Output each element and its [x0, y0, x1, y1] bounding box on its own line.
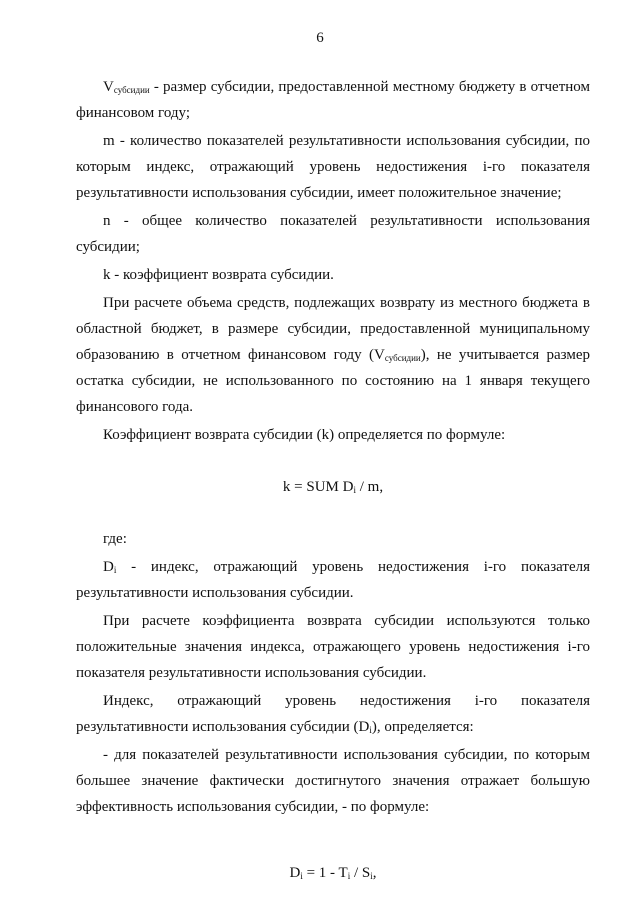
where-label: где: — [103, 531, 127, 547]
formula-part: = 1 - T — [302, 865, 348, 881]
subscript-i: i — [369, 725, 372, 735]
subscript-i: i — [353, 485, 356, 495]
formula-k — [76, 474, 590, 500]
paragraph-text: При расчете объема средств, подлежащих возврату из местного бюджета в областной бюджет, в размере субсидии, предоставленной муниципальному образованию в отчетном финансовом году (V — [76, 295, 590, 363]
formula-part: , — [372, 865, 377, 881]
definition-m: m - количество показателей результативности использования субсидии, по которым индекс, отражающий уровень недостижения i-го показателя результативности использования субсидии, имеет положительное значение; — [76, 133, 590, 201]
subscript-i: i — [370, 871, 373, 881]
formula-part: D — [289, 865, 301, 881]
variable-v: V — [103, 79, 114, 95]
paragraph-indicators-rule: - для показателей результативности использования субсидии, по которым большее значение фактически достигнутого значения отражает большую эффективность использования субсидии, - по формуле: — [76, 747, 590, 815]
document-body — [76, 74, 590, 886]
paragraph-positive-values: При расчете коэффициента возврата субсидии используются только положительные значения индекса, отражающего уровень недостижения i-го показателя результативности использования субсидии. — [76, 613, 590, 681]
paragraph-refund-calculation — [76, 290, 590, 420]
definition-text: - индекс, отражающий уровень недостижения i-го показателя результативности использования субсидии. — [76, 559, 590, 601]
page-number: 6 — [316, 30, 324, 46]
paragraph-coefficient-intro: Коэффициент возврата субсидии (k) определяется по формуле: — [103, 427, 506, 443]
variable-d: D — [103, 559, 114, 575]
definition-k: k - коэффициент возврата субсидии. — [103, 267, 334, 283]
definition-n: n - общее количество показателей результативности использования субсидии; — [76, 213, 590, 255]
paragraph-index-determined — [76, 688, 590, 740]
formula-part: / m, — [355, 479, 384, 495]
formula-part: k = SUM D — [282, 479, 354, 495]
subscript-subsidy: субсидии — [384, 353, 421, 363]
definition-text: - размер субсидии, предоставленной местному бюджету в отчетном финансовом году; — [76, 79, 590, 121]
definition-v-subsidy — [76, 74, 590, 126]
formula-part: / S — [350, 865, 371, 881]
definition-di — [76, 554, 590, 606]
subscript-i: i — [300, 871, 303, 881]
subscript-i: i — [347, 871, 351, 881]
formula-di — [76, 860, 590, 886]
subscript-subsidy: субсидии — [113, 85, 150, 95]
subscript-i: i — [113, 565, 117, 575]
paragraph-text: ), определяется: — [371, 719, 474, 735]
paragraph-text: Индекс, отражающий уровень недостижения i-го показателя результативности использования субсидии (D — [76, 693, 590, 735]
paragraph-text: ), не учитывается размер остатка субсидии, не использованного по состоянию на 1 января текущего финансового года. — [76, 347, 590, 415]
